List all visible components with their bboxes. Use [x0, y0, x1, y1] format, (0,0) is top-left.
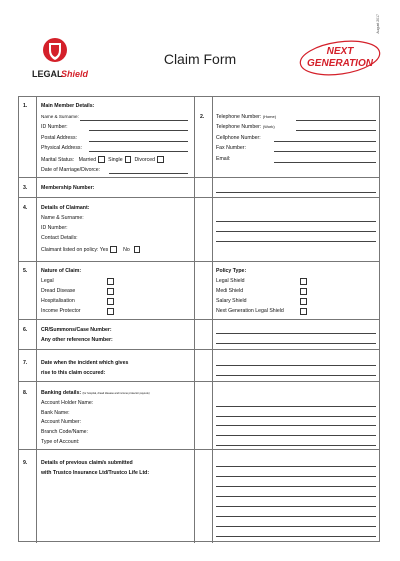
bank-name-field[interactable]: [216, 416, 376, 417]
policy-salary-shield-label: Salary Shield: [216, 298, 247, 304]
previous-claims-field[interactable]: [216, 496, 376, 497]
account-number-label: Account Number:: [41, 419, 82, 425]
account-holder-field[interactable]: [216, 406, 376, 407]
claimant-id-label: ID Number:: [41, 225, 68, 231]
next-generation-logo-line2: GENERATION: [307, 58, 373, 69]
section-number: 1.: [23, 103, 28, 109]
section-incident-date: [19, 350, 379, 382]
section-number: 5.: [23, 268, 28, 274]
legal-shield-logo-part2: Shield: [61, 69, 89, 79]
marriage-date-label: Date of Marriage/Divorce:: [41, 167, 101, 173]
claim-type-hospital-label: Hospitalisation: [41, 298, 75, 304]
policy-medi-shield-label: Medi Shield: [216, 288, 244, 294]
section-title: Details of Claimant:: [41, 205, 90, 211]
claimant-id-field[interactable]: [216, 231, 376, 232]
section-claimant: [19, 198, 379, 262]
claimant-contact-field[interactable]: [216, 241, 376, 242]
claim-form-table: [18, 96, 380, 542]
single-label: Single: [108, 157, 123, 163]
cellphone-label: Cellphone Number:: [216, 135, 261, 141]
account-number-field[interactable]: [216, 425, 376, 426]
case-number-label: CR/Summons/Case Number:: [41, 327, 112, 333]
claimant-listed-text: Claimant listed on policy:: [41, 247, 99, 253]
previous-claims-label-1: Details of previous claim/s submitted: [41, 460, 133, 466]
incident-date-field[interactable]: [216, 365, 376, 366]
banking-title-text: Banking details:: [41, 390, 82, 396]
fax-label: Fax Number:: [216, 145, 246, 151]
section-title: Nature of Claim:: [41, 268, 82, 274]
account-type-field[interactable]: [216, 445, 376, 446]
document-date: August 2017: [376, 14, 380, 34]
section-case-number: [19, 320, 379, 350]
claim-type-dread-label: Dread Disease: [41, 288, 76, 294]
tel-work-text: Telephone Number:: [216, 124, 262, 130]
tel-home-suffix: (Home): [262, 114, 277, 119]
section-number: 7.: [23, 360, 28, 366]
physical-address-label: Physical Address:: [41, 145, 82, 151]
policy-salary-shield-checkbox[interactable]: [300, 298, 307, 305]
claimant-listed-label: [41, 246, 142, 253]
bank-name-label: Bank Name:: [41, 410, 70, 416]
section-previous-claims: [19, 450, 379, 543]
tel-home-field[interactable]: [296, 120, 376, 121]
incident-date-label-1: Date when the incident which gives: [41, 360, 129, 366]
section-number: 4.: [23, 205, 28, 211]
previous-claims-label-2: with Trustco Insurance Ltd/Trustco Life Ltd:: [41, 470, 150, 476]
marriage-date-field[interactable]: [109, 173, 188, 174]
legal-shield-logo-part1: LEGAL: [32, 69, 63, 79]
tel-home-text: Telephone Number:: [216, 114, 262, 120]
section-title: Main Member Details:: [41, 103, 95, 109]
claim-type-legal-checkbox[interactable]: [107, 278, 114, 285]
policy-legal-shield-label: Legal Shield: [216, 278, 245, 284]
section-banking: [19, 382, 379, 450]
previous-claims-field[interactable]: [216, 516, 376, 517]
banking-note: (for hospital, dread disease and income protector payouts): [82, 392, 150, 395]
membership-number-label: Membership Number:: [41, 185, 95, 191]
previous-claims-field[interactable]: [216, 466, 376, 467]
claim-type-hospital-checkbox[interactable]: [107, 298, 114, 305]
previous-claims-field[interactable]: [216, 526, 376, 527]
marital-status-text: Marital Status:: [41, 157, 75, 163]
main-name-label: Name & Surname:: [41, 114, 79, 119]
email-field[interactable]: [274, 162, 376, 163]
branch-code-field[interactable]: [216, 435, 376, 436]
claimant-contact-label: Contact Details:: [41, 235, 78, 241]
no-label: No: [123, 247, 130, 253]
section-number: 3.: [23, 185, 28, 191]
branch-code-label: Branch Code/Name:: [41, 429, 88, 435]
main-id-field[interactable]: [89, 130, 188, 131]
tel-work-label: [216, 124, 275, 130]
section-number: 9.: [23, 460, 28, 466]
next-generation-logo: [298, 38, 382, 76]
reference-number-field[interactable]: [216, 343, 376, 344]
account-holder-label: Account Holder Name:: [41, 400, 94, 406]
section-membership: [19, 178, 379, 198]
married-checkbox[interactable]: [98, 156, 105, 163]
policy-next-gen-checkbox[interactable]: [300, 308, 307, 315]
marital-status-label: [41, 156, 166, 163]
policy-legal-shield-checkbox[interactable]: [300, 278, 307, 285]
previous-claims-field[interactable]: [216, 486, 376, 487]
cellphone-field[interactable]: [274, 141, 376, 142]
fax-field[interactable]: [274, 151, 376, 152]
reference-number-label: Any other reference Number:: [41, 337, 113, 343]
section-nature-of-claim: [19, 262, 379, 320]
incident-date-field-2[interactable]: [216, 375, 376, 376]
previous-claims-field[interactable]: [216, 476, 376, 477]
email-label: Email:: [216, 156, 231, 162]
previous-claims-field[interactable]: [216, 506, 376, 507]
physical-address-field[interactable]: [89, 151, 188, 152]
policy-next-gen-label: Next Generation Legal Shield: [216, 308, 284, 314]
married-label: Married: [78, 157, 97, 163]
claim-type-income-label: Income Protector: [41, 308, 81, 314]
incident-date-label-2: rise to this claim occured:: [41, 370, 106, 376]
section-number: 2.: [200, 114, 205, 120]
policy-type-title: Policy Type:: [216, 268, 247, 274]
tel-work-field[interactable]: [296, 130, 376, 131]
next-generation-logo-line1: NEXT: [326, 46, 354, 57]
section-main-member: [19, 97, 379, 178]
single-checkbox[interactable]: [125, 156, 132, 163]
policy-medi-shield-checkbox[interactable]: [300, 288, 307, 295]
case-number-field[interactable]: [216, 333, 376, 334]
yes-checkbox[interactable]: [110, 246, 117, 253]
claimant-name-field[interactable]: [216, 221, 376, 222]
previous-claims-field[interactable]: [216, 536, 376, 537]
claimant-name-label: Name & Surname:: [41, 215, 84, 221]
banking-title: [41, 390, 150, 396]
membership-number-field[interactable]: [216, 192, 376, 193]
postal-address-label: Postal Address:: [41, 135, 78, 141]
yes-label: Yes: [99, 247, 109, 253]
tel-work-suffix: (Work): [262, 124, 275, 129]
divorced-checkbox[interactable]: [157, 156, 164, 163]
divorced-label: Divorced: [134, 157, 156, 163]
postal-address-field[interactable]: [89, 141, 188, 142]
claim-type-dread-checkbox[interactable]: [107, 288, 114, 295]
claim-type-income-checkbox[interactable]: [107, 308, 114, 315]
no-checkbox[interactable]: [134, 246, 141, 253]
main-id-label: ID Number:: [41, 124, 68, 130]
section-number: 8.: [23, 390, 28, 396]
claim-type-legal-label: Legal: [41, 278, 54, 284]
tel-home-label: [216, 114, 276, 120]
account-type-label: Type of Account:: [41, 439, 80, 445]
section-number: 6.: [23, 327, 28, 333]
page-title: Claim Form: [163, 51, 237, 67]
main-name-field[interactable]: [80, 120, 188, 121]
